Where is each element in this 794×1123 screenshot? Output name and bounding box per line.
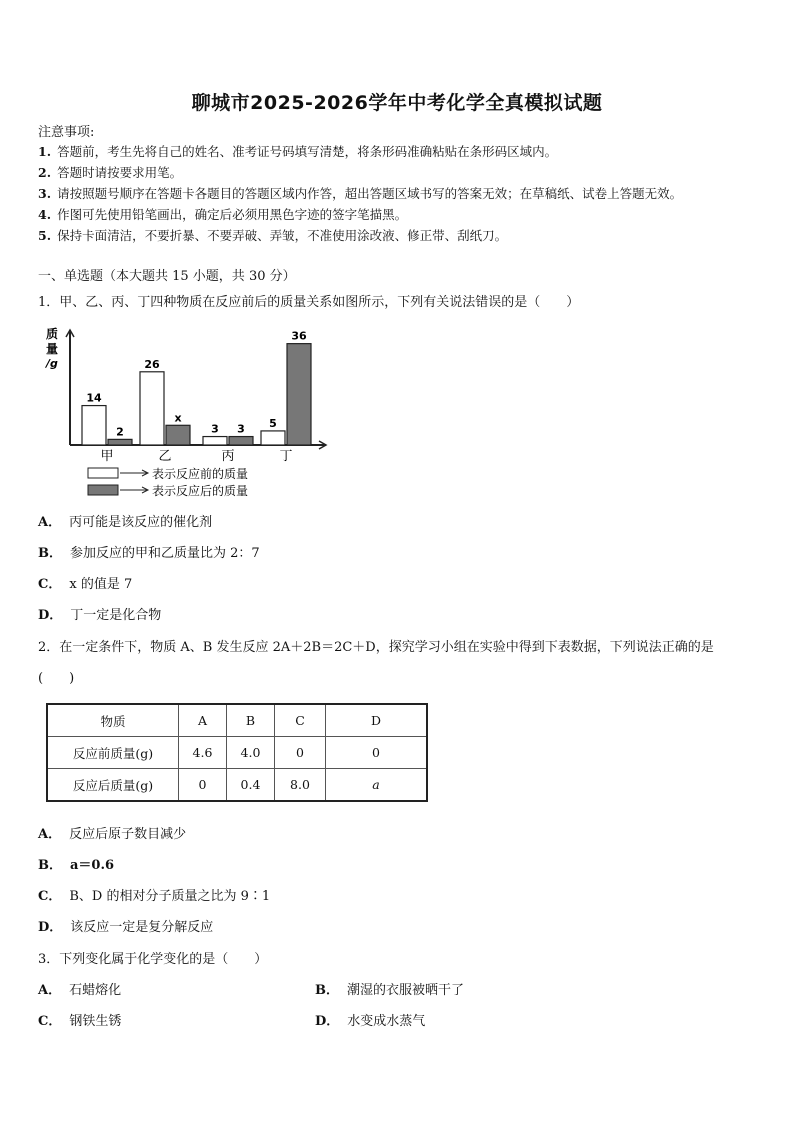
table-header-cell: 物质 [47,704,179,737]
y-axis-label-part: 量 [46,342,59,356]
data-table [46,703,428,802]
option-key: A． [38,827,62,842]
table-cell: 8.0 [275,769,326,802]
notice-item-4 [38,205,407,223]
notice-heading: 注意事项: [38,125,95,140]
table-cell: 0 [275,737,326,769]
option-text: 潮湿的衣服被晒干了 [347,983,465,998]
table-header-row [47,704,427,737]
x-tick-label: 乙 [158,449,172,464]
table-row [47,769,427,802]
data-label: 36 [291,329,307,343]
q2-option-c[interactable] [38,885,270,904]
y-axis-label-part: /g [46,357,58,370]
option-text: 钢铁生锈 [69,1014,122,1029]
data-label: 26 [144,357,160,371]
page-title: 聊城市2025-2026学年中考化学全真模拟试题 [191,92,603,114]
option-text: 丁一定是化合物 [70,608,162,623]
data-label: 3 [237,422,245,436]
notice-item-5 [38,226,507,244]
option-text: 丙可能是该反应的催化剂 [69,515,213,530]
table-cell: a [326,769,428,802]
bar-after [166,425,190,445]
table-cell: 4.0 [227,737,275,769]
notice-item-1 [38,142,557,160]
notice-text: 保持卡面清洁，不要折暴、不要弄破、弄皱，不准使用涂改液、修正带、刮纸刀。 [57,228,508,243]
table-header-cell: C [275,704,326,737]
data-label: 5 [269,416,277,430]
notice-number: 5. [38,228,52,243]
q1-option-a[interactable] [38,511,212,530]
data-label: x [174,411,182,425]
data-label: 3 [211,422,219,436]
notice-text: 作图可先使用铅笔画出，确定后必须用黑色字迹的签字笔描黑。 [57,207,408,222]
bar-before [261,431,285,445]
legend-swatch [88,468,118,478]
table-cell: 0 [326,737,428,769]
notice-text: 答题前，考生先将自己的姓名、准考证号码填写清楚，将条形码准确粘贴在条形码区域内。 [57,144,558,159]
bar-before [82,406,106,445]
q2-option-a[interactable] [38,823,186,842]
option-text: x 的值是 7 [69,577,133,592]
option-text: a＝0.6 [70,858,115,873]
option-key: B． [38,546,62,561]
notice-number: 2. [38,165,52,180]
notice-item-3 [38,184,682,202]
question-1-stem: 1．甲、乙、丙、丁四种物质在反应前后的质量关系如图所示，下列有关说法错误的是（ ） [38,295,580,310]
data-label: 14 [86,391,102,405]
x-tick-label: 甲 [100,449,114,464]
q1-option-c[interactable] [38,573,132,592]
x-tick-label: 丁 [279,449,293,464]
notice-text: 答题时请按要求用笔。 [57,165,183,180]
y-axis-label-part: 质 [46,327,59,341]
question-3-stem: 3．下列变化属于化学变化的是（ ） [38,952,268,967]
q3-option-c[interactable] [38,1010,121,1029]
legend-swatch [88,485,118,495]
q1-option-d[interactable] [38,604,161,623]
option-key: D． [38,608,63,623]
table-row [47,737,427,769]
notice-text: 请按照题号顺序在答题卡各题目的答题区域内作答，超出答题区域书写的答案无效；在草稿纸、试卷上答题无效。 [57,186,683,201]
data-label: 2 [116,425,124,439]
table-cell: 0.4 [227,769,275,802]
q2-option-b[interactable] [38,854,114,873]
notice-number: 3. [38,186,52,201]
table-cell: 4.6 [179,737,227,769]
option-text: 该反应一定是复分解反应 [70,920,214,935]
question-2-stem: 2．在一定条件下，物质 A、B 发生反应 2A＋2B＝2C＋D，探究学习小组在实验中得到下表数据，下列说法正确的是 [38,640,714,655]
option-key: C． [38,1014,62,1029]
option-key: C． [38,577,62,592]
q3-option-d[interactable] [315,1010,425,1029]
option-key: A． [38,515,62,530]
table-cell: 反应后质量(g) [47,769,179,802]
option-key: B． [38,858,62,873]
option-text: 石蜡熔化 [69,983,122,998]
chart-plot [44,326,326,498]
table-header-cell: B [227,704,275,737]
table-cell: 反应前质量(g) [47,737,179,769]
table-header-cell: A [179,704,227,737]
table-cell: 0 [179,769,227,802]
notice-item-2 [38,163,182,181]
table-header-cell: D [326,704,428,737]
q3-option-a[interactable] [38,979,121,998]
section-heading: 一、单选题（本大题共 15 小题，共 30 分） [38,269,296,284]
bar-after [229,437,253,445]
notice-number: 4. [38,207,52,222]
legend-label: 表示反应前的质量 [152,467,249,481]
mass-bar-chart [38,318,338,500]
bar-after [287,344,311,445]
notice-number: 1. [38,144,52,159]
bar-after [108,439,132,445]
q2-option-d[interactable] [38,916,213,935]
option-key: D． [315,1014,340,1029]
option-text: 反应后原子数目减少 [69,827,187,842]
option-key: B． [315,983,339,998]
option-key: A． [38,983,62,998]
question-2-paren: ( ) [38,671,75,686]
x-tick-label: 丙 [221,449,235,464]
legend-label: 表示反应后的质量 [152,484,249,498]
option-text: B、D 的相对分子质量之比为 9∶1 [69,889,271,904]
bar-before [140,372,164,445]
q1-option-b[interactable] [38,542,260,561]
option-key: C． [38,889,62,904]
option-text: 参加反应的甲和乙质量比为 2：7 [70,546,260,561]
bar-before [203,437,227,445]
option-text: 水变成水蒸气 [347,1014,426,1029]
q3-option-b[interactable] [315,979,464,998]
option-key: D． [38,920,63,935]
